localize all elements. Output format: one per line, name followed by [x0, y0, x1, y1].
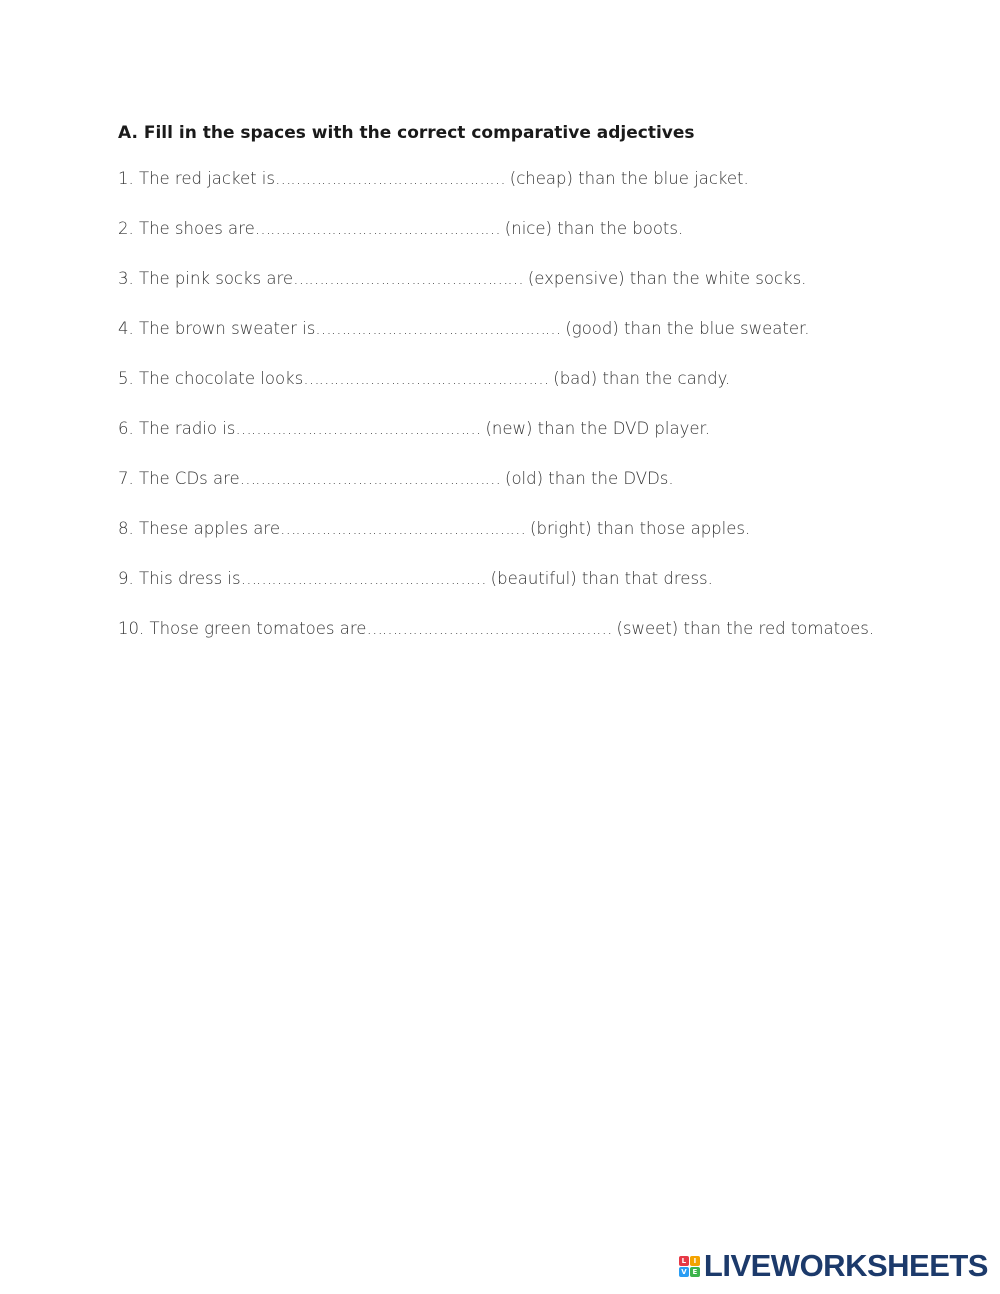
exercise-item-7 [118, 467, 978, 517]
answer-blank[interactable]: ………………………………………… [280, 519, 525, 538]
answer-blank[interactable]: ……………………………………… [275, 169, 505, 188]
worksheet-heading: A. Fill in the spaces with the correct comparative adjectives [118, 123, 695, 143]
exercise-item-1 [118, 167, 978, 217]
exercise-list [118, 167, 978, 667]
badge-letter-v: V [679, 1267, 689, 1277]
live-badge-icon [679, 1256, 700, 1277]
badge-letter-i: I [690, 1256, 700, 1266]
item-prefix: 2. The shoes are [118, 219, 255, 238]
item-suffix: (cheap) than the blue jacket. [504, 169, 749, 188]
item-suffix: (nice) than the boots. [499, 219, 684, 238]
item-suffix: (sweet) than the red tomatoes. [611, 619, 875, 638]
answer-blank[interactable]: ………………………………………… [315, 319, 561, 338]
item-prefix: 5. The chocolate looks [118, 369, 304, 388]
item-suffix: (new) than the DVD player. [480, 419, 711, 438]
item-suffix: (expensive) than the white socks. [522, 269, 807, 288]
exercise-item-6 [118, 417, 978, 467]
exercise-item-9 [118, 567, 978, 617]
badge-letter-l: L [679, 1256, 689, 1266]
answer-blank[interactable]: ……………………………………… [293, 269, 523, 288]
answer-blank[interactable]: ………………………………………… [254, 219, 500, 238]
answer-blank[interactable]: ………………………………………… [240, 569, 486, 588]
item-prefix: 1. The red jacket is [118, 169, 275, 188]
item-suffix: (beautiful) than that dress. [485, 569, 713, 588]
badge-letter-e: E [690, 1267, 700, 1277]
item-prefix: 10. Those green tomatoes are [118, 619, 367, 638]
item-prefix: 3. The pink socks are [118, 269, 294, 288]
answer-blank[interactable]: ………………………………………… [303, 369, 549, 388]
exercise-item-10 [118, 617, 978, 667]
exercise-item-2 [118, 217, 978, 267]
worksheet [118, 121, 978, 667]
item-prefix: 8. These apples are [118, 519, 280, 538]
exercise-item-4 [118, 317, 978, 367]
item-suffix: (bad) than the candy. [548, 369, 731, 388]
answer-blank[interactable]: ………………………………………… [235, 419, 481, 438]
item-suffix: (good) than the blue sweater. [560, 319, 810, 338]
answer-blank[interactable]: ………………………………………… [366, 619, 612, 638]
answer-blank[interactable]: …………………………………………… [239, 469, 500, 488]
item-suffix: (old) than the DVDs. [499, 469, 674, 488]
item-prefix: 7. The CDs are [118, 469, 240, 488]
exercise-item-8 [118, 517, 978, 567]
item-suffix: (bright) than those apples. [524, 519, 751, 538]
exercise-item-3 [118, 267, 978, 317]
exercise-item-5 [118, 367, 978, 417]
item-prefix: 4. The brown sweater is [118, 319, 316, 338]
liveworksheets-logo [679, 1250, 988, 1282]
brand-name: LIVEWORKSHEETS [703, 1248, 988, 1283]
item-prefix: 6. The radio is [118, 419, 236, 438]
item-prefix: 9. This dress is [118, 569, 241, 588]
